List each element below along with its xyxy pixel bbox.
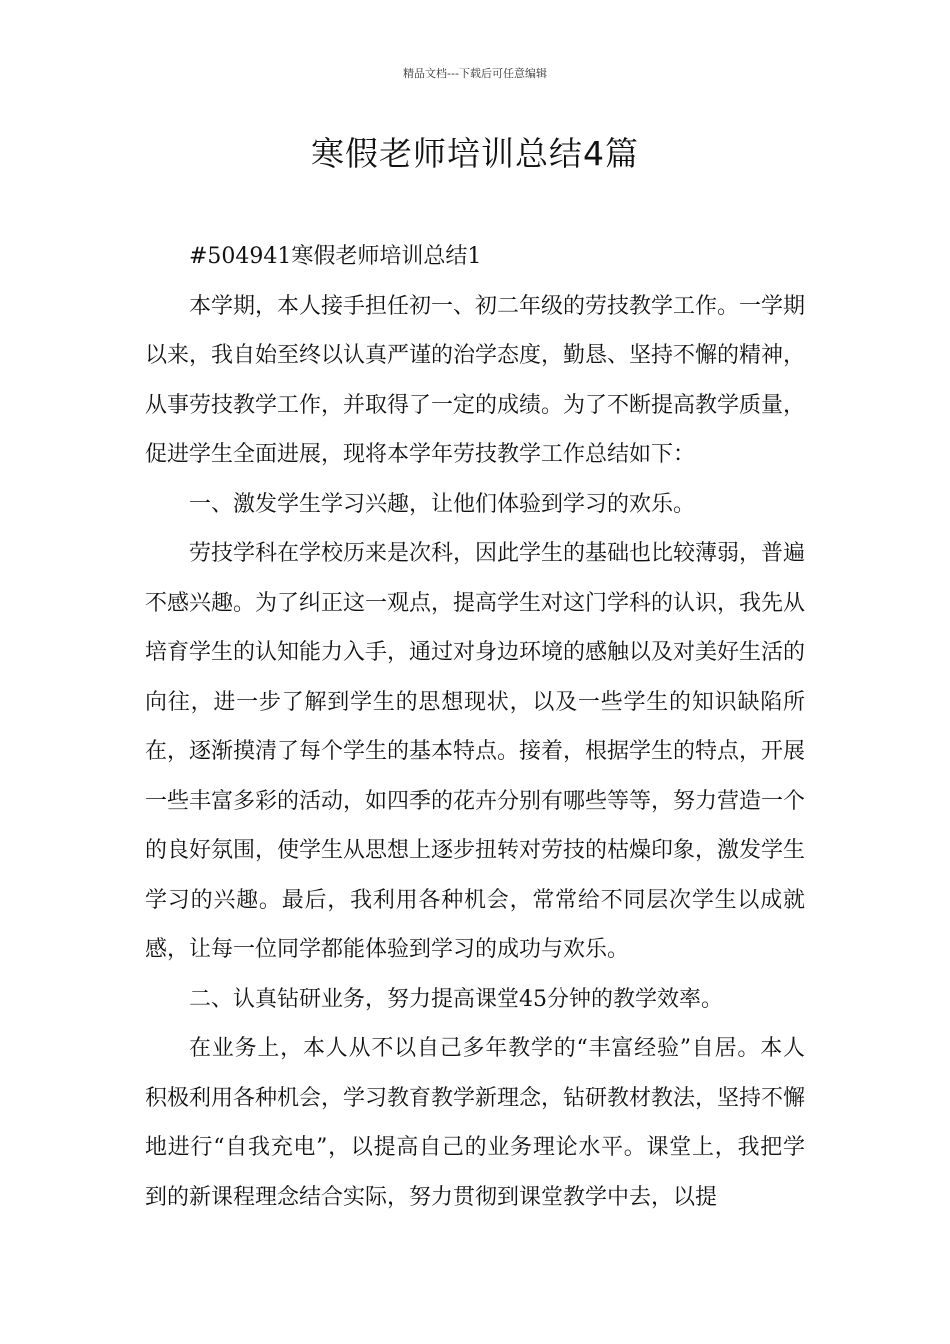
- header-note: 精品文档---下载后可任意编辑: [403, 67, 547, 80]
- document-title: 寒假老师培训总结4篇: [311, 134, 639, 173]
- body-paragraph: 在业务上，本人从不以自己多年教学的“丰富经验”自居。本人积极利用各种机会，学习教育教学新理念，钻研教材教法，坚持不懈地进行“自我充电”，以提高自己的业务理论水平。课堂上，我把学到的新课程理念结合实际，努力贯彻到课堂教学中去，以提: [145, 1036, 806, 1210]
- section-heading: #504941寒假老师培训总结1: [189, 244, 482, 269]
- subheading: 一、激发学生学习兴趣，让他们体验到学习的欢乐。: [189, 491, 696, 517]
- document-body: [145, 232, 805, 1222]
- body-paragraph: 劳技学科在学校历来是次科，因此学生的基础也比较薄弱，普遍不感兴趣。为了纠正这一观点，提高学生对这门学科的认识，我先从培育学生的认知能力入手，通过对身边环境的感触以及对美好生活的向往，进一步了解到学生的思想现状，以及一些学生的知识缺陷所在，逐渐摸清了每个学生的基本特点。接着，根据学生的特点，开展一些丰富多彩的活动，如四季的花卉分别有哪些等等，努力营造一个的良好氛围，使学生从思想上逐步扭转对劳技的枯燥印象，激发学生学习的兴趣。最后，我利用各种机会，常常给不同层次学生以成就感，让每一位同学都能体验到学习的成功与欢乐。: [145, 541, 806, 962]
- body-paragraph: 本学期，本人接手担任初一、初二年级的劳技教学工作。一学期以来，我自始至终以认真严谨的治学态度，勤恳、坚持不懈的精神，从事劳技教学工作，并取得了一定的成绩。为了不断提高教学质量，促进学生全面进展，现将本学年劳技教学工作总结如下：: [145, 293, 806, 467]
- subheading: 二、认真钻研业务，努力提高课堂45分钟的教学效率。: [189, 986, 723, 1012]
